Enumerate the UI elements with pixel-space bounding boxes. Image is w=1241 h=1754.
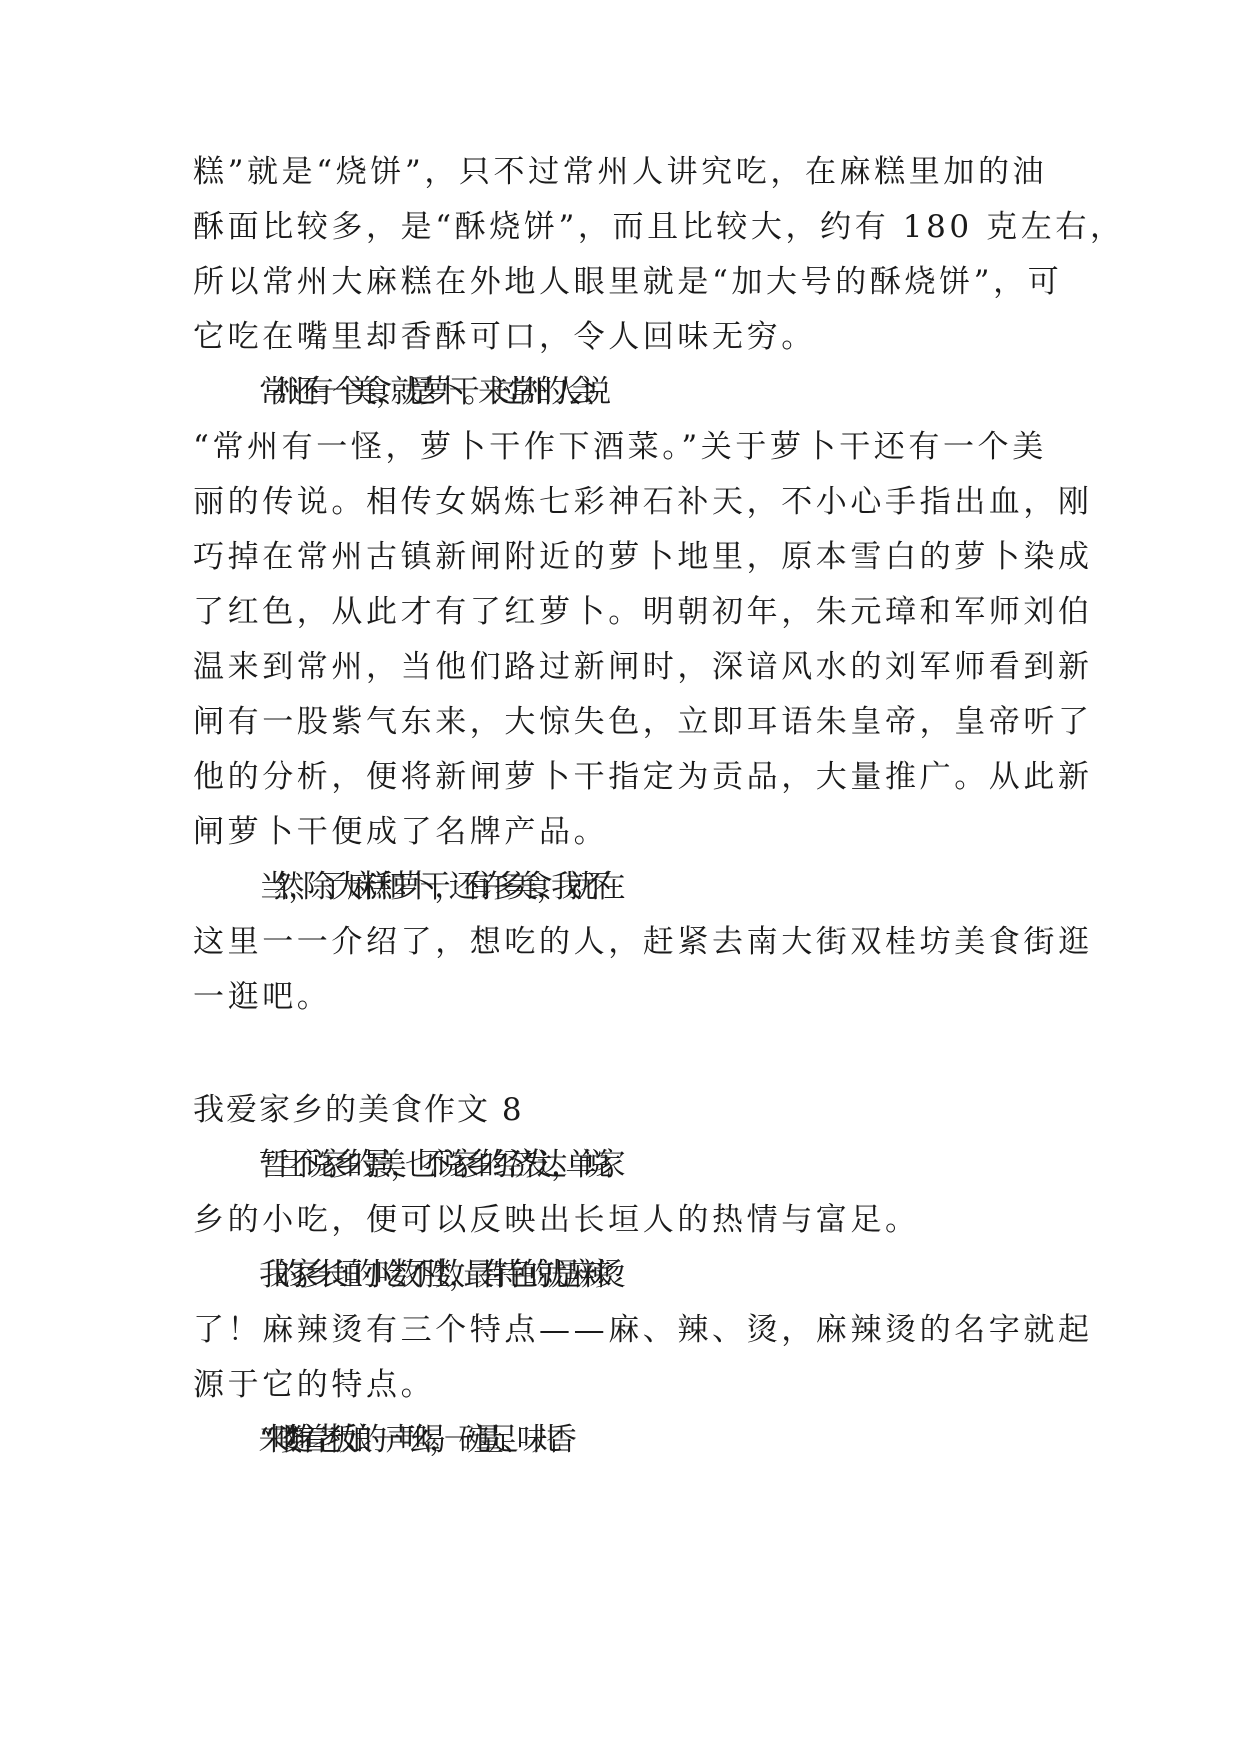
text-line: “常州有一怪，萝卜干作下酒菜。”关于萝卜干还有一个美 xyxy=(193,429,1047,465)
paragraph-first-line: 我的家乡长垣的小吃数不胜数，最有特色的就是麻辣烫 xyxy=(259,1257,610,1293)
text-line: 乡的小吃，便可以反映出长垣人的热情与富足。 xyxy=(193,1202,920,1238)
text-line: 一逛吧。 xyxy=(193,979,332,1015)
paragraph-first-line: 暂且不说家乡的景美，也不说家乡的经济发达，单说家 xyxy=(259,1147,610,1183)
text-line: 了！麻辣烫有三个特点——麻、辣、烫，麻辣烫的名字就起 xyxy=(193,1312,1093,1348)
text-line: 他的分析，便将新闸萝卜干指定为贡品，大量推广。从此新 xyxy=(193,759,1093,795)
text-line: 它吃在嘴里却香酥可口，令人回味无穷。 xyxy=(193,319,816,355)
section-heading: 我爱家乡的美食作文 8 xyxy=(193,1092,524,1128)
text-line: 温来到常州，当他们路过新闸时，深谙风水的刘军师看到新 xyxy=(193,649,1093,685)
text-line: 闸萝卜干便成了名牌产品。 xyxy=(193,814,609,850)
paragraph-first-line: 当然，除了大麻糕和萝卜干，还有许多美食，我就不在 xyxy=(259,869,610,905)
text-line: 源于它的特点。 xyxy=(193,1367,436,1403)
text-line: 丽的传说。相传女娲炼七彩神石补天，不小心手指出血，刚 xyxy=(193,484,1093,520)
paragraph-first-line: 常州还有一个美食，就是萝卜干。来过常州的人会说 xyxy=(259,374,595,410)
text-line: 了红色，从此才有了红萝卜。明朝初年，朱元璋和军师刘伯 xyxy=(193,594,1093,630)
paragraph-first-line: “来喽!”随着老板娘的一声吆喝，一碗量足、味儿香 xyxy=(259,1422,561,1458)
text-line: 所以常州大麻糕在外地人眼里就是“加大号的酥烧饼”，可 xyxy=(193,264,1063,300)
text-line: 巧掉在常州古镇新闸附近的萝卜地里，原本雪白的萝卜染成 xyxy=(193,539,1093,575)
text-line: 糕”就是“烧饼”，只不过常州人讲究吃，在麻糕里加的油 xyxy=(193,154,1048,190)
text-line: 这里一一介绍了，想吃的人，赶紧去南大街双桂坊美食街逛 xyxy=(193,924,1093,960)
text-line: 闸有一股紫气东来，大惊失色，立即耳语朱皇帝，皇帝听了 xyxy=(193,704,1093,740)
text-line: 酥面比较多，是“酥烧饼”，而且比较大，约有 180 克左右， xyxy=(193,209,1125,245)
